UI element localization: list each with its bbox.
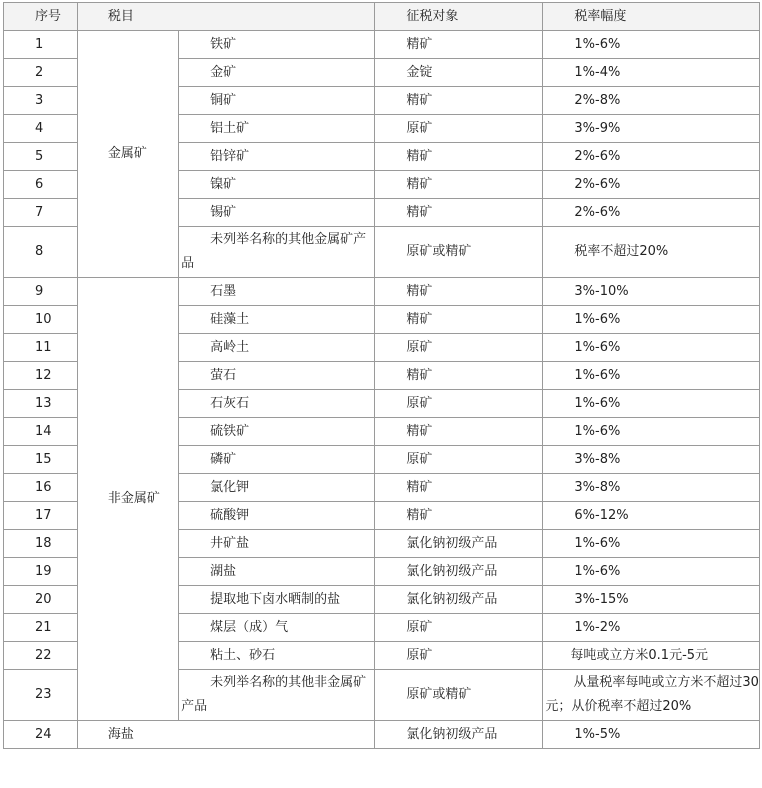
row-seq: 19 [4, 558, 78, 586]
row-rate: 1%-6% [543, 31, 760, 59]
row-item-name: 石墨 [179, 278, 375, 306]
row-item-name: 铝土矿 [179, 115, 375, 143]
row-rate: 1%-6% [543, 558, 760, 586]
row-seq: 5 [4, 143, 78, 171]
row-item-name: 煤层（成）气 [179, 614, 375, 642]
row-seq: 22 [4, 642, 78, 670]
table-row [4, 278, 760, 306]
row-object: 氯化钠初级产品 [375, 586, 543, 614]
header-rate: 税率幅度 [543, 3, 760, 31]
row-item-name: 硫铁矿 [179, 418, 375, 446]
row-seq: 1 [4, 31, 78, 59]
row-object: 精矿 [375, 306, 543, 334]
row-item-name: 石灰石 [179, 390, 375, 418]
row-seq: 11 [4, 334, 78, 362]
row-item-name: 湖盐 [179, 558, 375, 586]
row-seq: 9 [4, 278, 78, 306]
row-rate: 3%-8% [543, 446, 760, 474]
row-rate: 2%-8% [543, 87, 760, 115]
group-metal: 金属矿 [77, 31, 178, 278]
row-rate: 1%-6% [543, 334, 760, 362]
row-object: 氯化钠初级产品 [375, 721, 543, 749]
row-object: 精矿 [375, 418, 543, 446]
row-object: 原矿 [375, 642, 543, 670]
row-item-name: 萤石 [179, 362, 375, 390]
row-object: 原矿或精矿 [375, 670, 543, 721]
row-object: 精矿 [375, 199, 543, 227]
row-item-name: 铁矿 [179, 31, 375, 59]
mineral-tax-table [3, 2, 760, 749]
row-object: 精矿 [375, 502, 543, 530]
row-item-name: 未列举名称的其他非金属矿产品 [179, 670, 375, 721]
row-rate: 3%-15% [543, 586, 760, 614]
row-rate: 2%-6% [543, 143, 760, 171]
row-object: 原矿 [375, 446, 543, 474]
row-rate: 1%-6% [543, 306, 760, 334]
row-rate: 1%-6% [543, 418, 760, 446]
row-seq: 24 [4, 721, 78, 749]
row-item-name: 镍矿 [179, 171, 375, 199]
row-object: 精矿 [375, 143, 543, 171]
row-object: 精矿 [375, 362, 543, 390]
group-sea-salt: 海盐 [77, 721, 375, 749]
row-item-name: 硅藻土 [179, 306, 375, 334]
row-object: 原矿或精矿 [375, 227, 543, 278]
row-seq: 15 [4, 446, 78, 474]
table-row [4, 31, 760, 59]
row-rate: 3%-10% [543, 278, 760, 306]
row-item-name: 井矿盐 [179, 530, 375, 558]
row-seq: 10 [4, 306, 78, 334]
row-object: 原矿 [375, 334, 543, 362]
row-rate: 2%-6% [543, 171, 760, 199]
row-item-name: 硫酸钾 [179, 502, 375, 530]
row-rate: 1%-2% [543, 614, 760, 642]
row-seq: 7 [4, 199, 78, 227]
row-object: 精矿 [375, 31, 543, 59]
group-nonmetal: 非金属矿 [77, 278, 178, 721]
row-rate: 2%-6% [543, 199, 760, 227]
row-object: 原矿 [375, 614, 543, 642]
row-rate: 1%-6% [543, 530, 760, 558]
row-item-name: 磷矿 [179, 446, 375, 474]
row-seq: 8 [4, 227, 78, 278]
table-row [4, 721, 760, 749]
row-item-name: 金矿 [179, 59, 375, 87]
row-seq: 17 [4, 502, 78, 530]
row-seq: 6 [4, 171, 78, 199]
row-object: 精矿 [375, 278, 543, 306]
row-item-name: 铜矿 [179, 87, 375, 115]
row-item-name: 未列举名称的其他金属矿产品 [179, 227, 375, 278]
header-item: 税目 [77, 3, 375, 31]
row-seq: 21 [4, 614, 78, 642]
row-item-name: 锡矿 [179, 199, 375, 227]
row-rate: 3%-8% [543, 474, 760, 502]
row-rate: 从量税率每吨或立方米不超过30元；从价税率不超过20% [543, 670, 760, 721]
row-item-name: 高岭土 [179, 334, 375, 362]
row-seq: 20 [4, 586, 78, 614]
row-object: 精矿 [375, 87, 543, 115]
row-seq: 13 [4, 390, 78, 418]
row-seq: 4 [4, 115, 78, 143]
row-rate: 3%-9% [543, 115, 760, 143]
row-object: 氯化钠初级产品 [375, 530, 543, 558]
row-item-name: 氯化钾 [179, 474, 375, 502]
row-object: 氯化钠初级产品 [375, 558, 543, 586]
row-item-name: 粘土、砂石 [179, 642, 375, 670]
row-object: 金锭 [375, 59, 543, 87]
row-rate: 6%-12% [543, 502, 760, 530]
header-seq: 序号 [4, 3, 78, 31]
row-seq: 2 [4, 59, 78, 87]
row-object: 原矿 [375, 115, 543, 143]
row-seq: 3 [4, 87, 78, 115]
header-object: 征税对象 [375, 3, 543, 31]
row-rate: 每吨或立方米0.1元-5元 [543, 642, 760, 670]
row-seq: 23 [4, 670, 78, 721]
row-object: 原矿 [375, 390, 543, 418]
row-seq: 14 [4, 418, 78, 446]
row-seq: 12 [4, 362, 78, 390]
row-rate: 1%-5% [543, 721, 760, 749]
row-seq: 18 [4, 530, 78, 558]
row-rate: 税率不超过20% [543, 227, 760, 278]
row-item-name: 铅锌矿 [179, 143, 375, 171]
row-object: 精矿 [375, 474, 543, 502]
row-item-name: 提取地下卤水晒制的盐 [179, 586, 375, 614]
row-rate: 1%-6% [543, 362, 760, 390]
row-seq: 16 [4, 474, 78, 502]
header-row [4, 3, 760, 31]
row-rate: 1%-6% [543, 390, 760, 418]
row-object: 精矿 [375, 171, 543, 199]
row-rate: 1%-4% [543, 59, 760, 87]
